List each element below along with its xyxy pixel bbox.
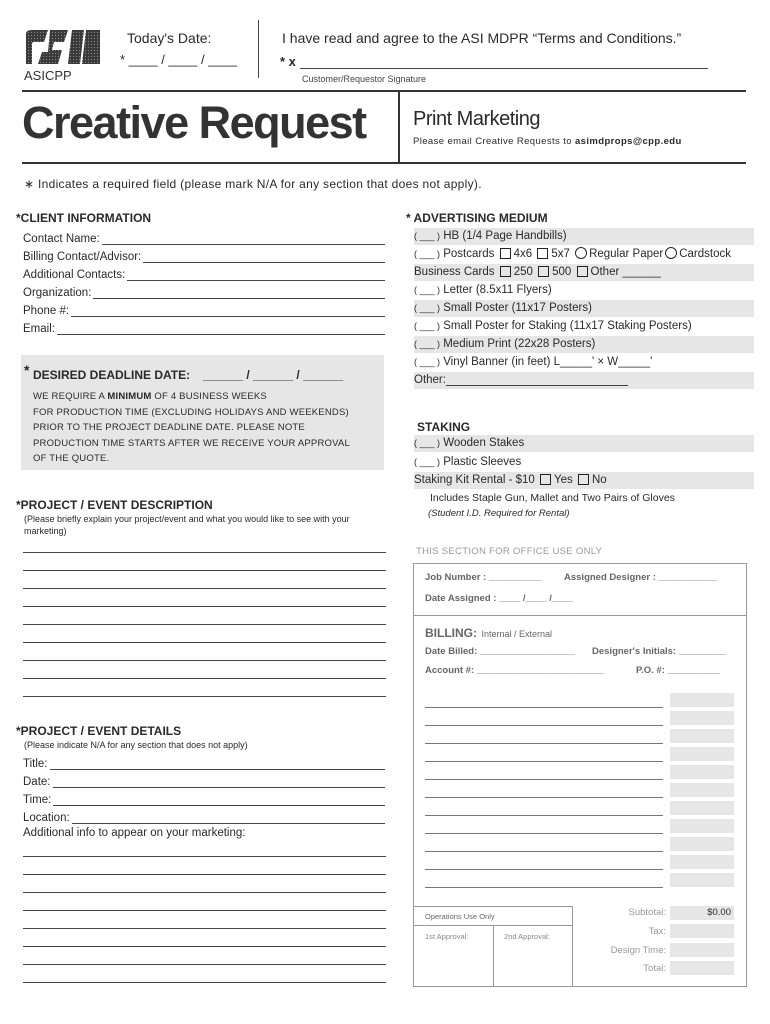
vinyl-banner-option[interactable]: ( ___ ) Vinyl Banner (in feet) L_____' × W_____'	[414, 356, 653, 368]
event-time-label: Time:	[23, 794, 52, 806]
event-date-label: Date:	[23, 776, 51, 788]
deadline-date-field[interactable]: ______ / ______ / ______	[203, 368, 344, 382]
design-time-value[interactable]	[670, 943, 734, 957]
contact-name-label: Contact Name:	[23, 233, 100, 245]
deadline-note-line: PRIOR TO THE PROJECT DEADLINE DATE. PLEASE NOTE	[33, 422, 305, 433]
staking-kit-includes: Includes Staple Gun, Mallet and Two Pairs of Gloves	[430, 492, 675, 504]
organization-field[interactable]	[23, 283, 385, 299]
email-prefix: Please email Creative Requests to	[413, 136, 575, 147]
logo-icon	[24, 28, 102, 66]
hb-option[interactable]: ( ___ ) HB (1/4 Page Handbills)	[414, 228, 754, 245]
checkbox-other[interactable]	[577, 266, 588, 277]
checkbox-kit-yes[interactable]	[540, 474, 551, 485]
checkbox-kit-no[interactable]	[578, 474, 589, 485]
additional-contacts-field[interactable]	[23, 265, 385, 281]
date-assigned-field[interactable]: Date Assigned : ____ /____ /____	[425, 593, 574, 604]
email-instruction	[413, 136, 682, 147]
signature-mark: * x	[280, 54, 296, 69]
event-time-field[interactable]	[23, 790, 385, 806]
event-location-field[interactable]	[23, 808, 385, 824]
staking-heading: STAKING	[417, 420, 471, 434]
project-details-heading: *PROJECT / EVENT DETAILS	[16, 724, 182, 738]
client-info-heading: *CLIENT INFORMATION	[16, 211, 152, 225]
designer-initials-field[interactable]: Designer's Initials: _________	[592, 646, 727, 657]
billing-label: BILLING:	[425, 626, 477, 640]
business-cards-option[interactable]: Business Cards 250 500 Other ______	[414, 264, 754, 281]
deadline-note-bold: MINIMUM	[107, 391, 152, 402]
medium-print-option[interactable]: ( ___ ) Medium Print (22x28 Posters)	[414, 336, 754, 353]
small-poster-option[interactable]: ( ___ ) Small Poster (11x17 Posters)	[414, 300, 754, 317]
title-top-rule	[22, 90, 746, 92]
email-label: Email:	[23, 323, 55, 335]
assigned-designer-field[interactable]: Assigned Designer : ___________	[564, 572, 717, 583]
radio-cardstock[interactable]	[665, 247, 677, 259]
deadline-note-post: OF 4 BUSINESS WEEKS	[151, 391, 267, 402]
wooden-stakes-option[interactable]: ( ___ ) Wooden Stakes	[414, 435, 754, 452]
phone-field[interactable]	[23, 301, 385, 317]
todays-date-field[interactable]: * ____ / ____ / ____	[120, 52, 238, 67]
email-field[interactable]	[23, 319, 385, 335]
project-description-hint: (Please briefly explain your project/event and what you would like to see with your marketing)	[24, 514, 350, 536]
student-id-note: (Student I.D. Required for Rental)	[428, 508, 570, 519]
tax-label: Tax:	[648, 926, 666, 937]
design-time-label: Design Time:	[610, 945, 666, 956]
page-title: Creative Request	[22, 97, 366, 148]
total-label: Total:	[643, 963, 666, 974]
tax-value[interactable]	[670, 924, 734, 938]
project-details-hint: (Please indicate N/A for any section that does not apply)	[24, 740, 248, 750]
second-approval-field[interactable]: 2nd Approval:	[504, 932, 550, 941]
first-approval-field[interactable]: 1st Approval:	[425, 932, 469, 941]
deadline-note-pre: WE REQUIRE A	[33, 391, 108, 402]
job-number-field[interactable]: Job Number : __________	[425, 572, 542, 583]
internal-external-option[interactable]: Internal / External	[481, 629, 552, 639]
checkbox-4x6[interactable]	[500, 248, 511, 259]
organization-label: Organization:	[23, 287, 92, 299]
additional-info-label: Additional info to appear on your marketing:	[23, 827, 246, 839]
po-number-field[interactable]: P.O. #: __________	[636, 665, 721, 676]
advertising-medium-heading: * ADVERTISING MEDIUM	[406, 211, 548, 225]
checkbox-5x7[interactable]	[537, 248, 548, 259]
event-location-label: Location:	[23, 812, 70, 824]
postcards-option[interactable]: ( ___ ) Postcards 4x6 5x7 Regular Paper Cardstock	[414, 248, 731, 260]
signature-field[interactable]	[300, 68, 708, 69]
deadline-note	[33, 389, 350, 467]
project-description-heading: *PROJECT / EVENT DESCRIPTION	[16, 498, 213, 512]
billing-contact-field[interactable]	[23, 247, 385, 263]
checkbox-250[interactable]	[500, 266, 511, 277]
other-medium-field[interactable]: Other:	[414, 372, 754, 389]
title-bottom-rule	[22, 162, 746, 164]
deadline-note-line: FOR PRODUCTION TIME (EXCLUDING HOLIDAYS AND WEEKENDS)	[33, 406, 349, 418]
deadline-star: *	[24, 362, 30, 378]
office-divider	[414, 615, 746, 616]
terms-agreement-text: I have read and agree to the ASI MDPR “Terms and Conditions.”	[282, 30, 682, 46]
date-billed-field[interactable]: Date Billed: __________________	[425, 646, 576, 657]
event-title-label: Title:	[23, 758, 48, 770]
letter-option[interactable]: ( ___ ) Letter (8.5x11 Flyers)	[414, 284, 552, 296]
email-link[interactable]: asimdprops@cpp.edu	[574, 136, 682, 147]
radio-regular-paper[interactable]	[575, 247, 587, 259]
event-date-field[interactable]	[23, 772, 385, 788]
logo-text: ASICPP	[24, 68, 72, 83]
small-poster-staking-option[interactable]: ( ___ ) Small Poster for Staking (11x17 Staking Posters)	[414, 320, 692, 332]
approvals-vert-divider	[493, 925, 494, 986]
additional-contacts-label: Additional Contacts:	[23, 269, 126, 281]
office-use-heading: THIS SECTION FOR OFFICE USE ONLY	[416, 546, 603, 557]
operations-use-label: Operations Use Only	[425, 912, 495, 921]
asi-logo	[24, 28, 102, 66]
deadline-note-line: OF THE QUOTE.	[33, 453, 110, 464]
subtotal-value: $0.00	[670, 906, 734, 920]
header-divider	[258, 20, 259, 78]
checkbox-500[interactable]	[538, 266, 549, 277]
print-marketing-subtitle: Print Marketing	[413, 108, 540, 130]
total-value[interactable]	[670, 961, 734, 975]
phone-label: Phone #:	[23, 305, 70, 317]
signature-caption: Customer/Requestor Signature	[302, 74, 427, 84]
billing-row	[425, 624, 552, 642]
todays-date-label: Today's Date:	[127, 30, 212, 46]
plastic-sleeves-option[interactable]: ( ___ ) Plastic Sleeves	[414, 456, 522, 468]
event-title-field[interactable]	[23, 754, 385, 770]
subtotal-label: Subtotal:	[628, 907, 666, 918]
title-divider	[398, 92, 400, 162]
deadline-label: DESIRED DEADLINE DATE:	[33, 368, 191, 382]
deadline-note-line: PRODUCTION TIME STARTS AFTER WE RECEIVE YOUR APPROVAL	[33, 437, 350, 449]
contact-name-field[interactable]	[23, 229, 385, 245]
staking-kit-rental[interactable]: Staking Kit Rental - $10 Yes No	[414, 472, 754, 489]
account-number-field[interactable]: Account #: ________________________	[425, 665, 604, 676]
billing-contact-label: Billing Contact/Advisor:	[23, 251, 142, 263]
required-note: ∗ Indicates a required field (please mark N/A for any section that does not apply).	[24, 177, 482, 191]
